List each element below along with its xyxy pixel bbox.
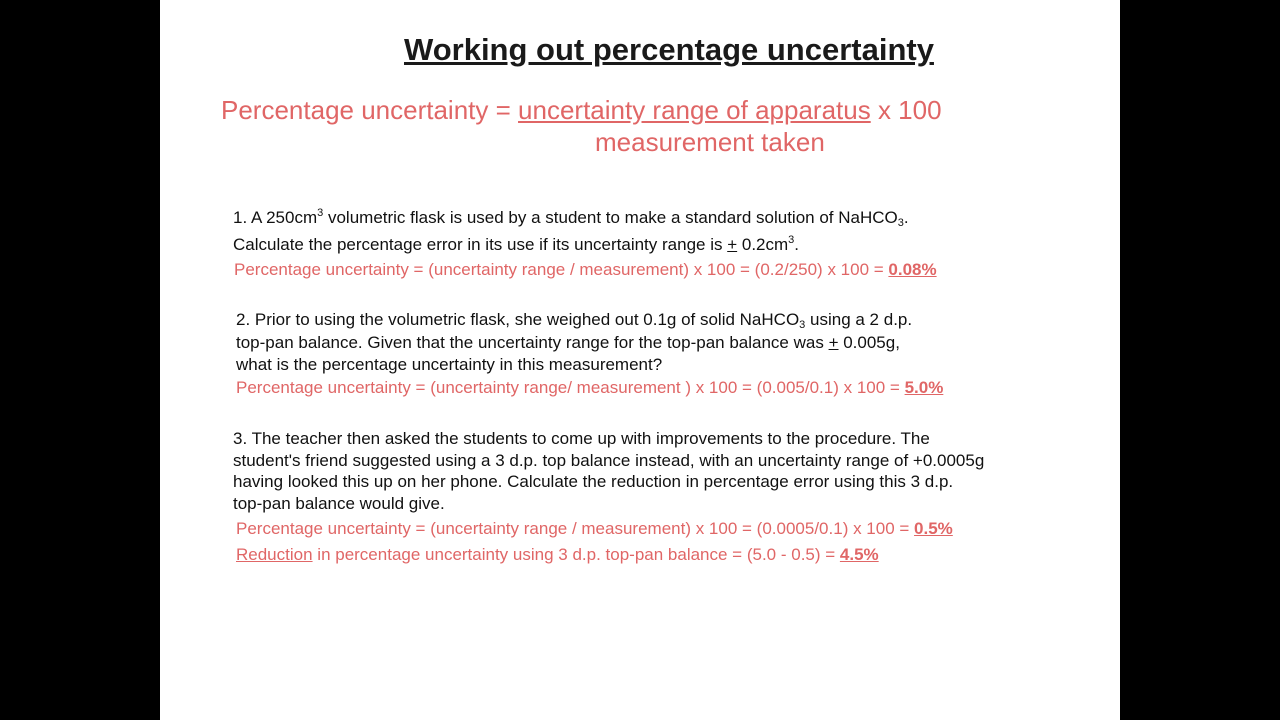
slide-title: Working out percentage uncertainty — [404, 32, 934, 67]
q3-reduction-word: Reduction — [236, 545, 313, 564]
q1-line2-c: . — [794, 235, 800, 254]
q2-answer-result: 5.0% — [904, 378, 944, 397]
q1-line2 — [233, 235, 799, 255]
q1-line2-a: Calculate the percentage error in its use if its uncertainty range is — [233, 235, 728, 254]
q2-answer — [236, 378, 943, 398]
q2-line2-b: 0.005g, — [838, 333, 900, 352]
formula-multiplier: x 100 — [870, 95, 942, 125]
q3-answer1-text: Percentage uncertainty = (uncertainty range / measurement) x 100 = (0.0005/0.1) x 100 = — [236, 519, 915, 538]
q2-line3: what is the percentage uncertainty in this measurement? — [236, 355, 663, 374]
formula-numerator: uncertainty range of apparatus — [518, 95, 871, 125]
slide — [160, 0, 1120, 720]
q1-plus-minus: + — [727, 235, 738, 254]
q1-line1 — [233, 208, 909, 228]
q1-answer-result: 0.08% — [888, 260, 937, 279]
q1-text-a: 1. A 250cm — [233, 208, 318, 227]
q1-text-b: volumetric flask is used by a student to make a standard solution of NaHCO — [323, 208, 898, 227]
q3-answer2 — [236, 545, 879, 565]
q2-text-b: using a 2 d.p. — [805, 310, 913, 329]
q3-line1: 3. The teacher then asked the students to come up with improvements to the procedure. The — [233, 429, 930, 448]
q1-sup: 3 — [317, 207, 324, 219]
q3-answer1-result: 0.5% — [914, 519, 953, 538]
q1-line2-b: 0.2cm — [737, 235, 789, 254]
q2-answer-text: Percentage uncertainty = (uncertainty range/ measurement ) x 100 = (0.005/0.1) x 100 = — [236, 378, 905, 397]
q1-answer-text: Percentage uncertainty = (uncertainty range / measurement) x 100 = (0.2/250) x 100 = — [234, 260, 889, 279]
q3-answer2-text: in percentage uncertainty using 3 d.p. top-pan balance = (5.0 - 0.5) = — [312, 545, 840, 564]
q2-plus-minus: + — [828, 333, 839, 352]
q1-sub: 3 — [897, 217, 904, 229]
q2-text-a: 2. Prior to using the volumetric flask, she weighed out 0.1g of solid NaHCO — [236, 310, 800, 329]
formula-line — [221, 95, 942, 126]
q2-line2-a: top-pan balance. Given that the uncertainty range for the top-pan balance was — [236, 333, 829, 352]
formula-lhs: Percentage uncertainty = — [221, 95, 519, 125]
q1-text-c: . — [903, 208, 909, 227]
q2-line1 — [236, 310, 912, 330]
q3-answer2-result: 4.5% — [839, 545, 879, 564]
q3-line3: having looked this up on her phone. Calculate the reduction in percentage error using this 3 d.p. — [233, 472, 954, 491]
q1-line2-sup: 3 — [788, 234, 795, 246]
q3-line2: student's friend suggested using a 3 d.p. top balance instead, with an uncertainty range of +0.0005g — [233, 451, 985, 470]
q3-line4: top-pan balance would give. — [233, 494, 445, 513]
q1-answer — [234, 260, 937, 280]
q2-line2 — [236, 333, 900, 353]
formula-denominator: measurement taken — [595, 127, 825, 157]
q3-answer1 — [236, 519, 953, 539]
q2-sub: 3 — [799, 319, 806, 331]
